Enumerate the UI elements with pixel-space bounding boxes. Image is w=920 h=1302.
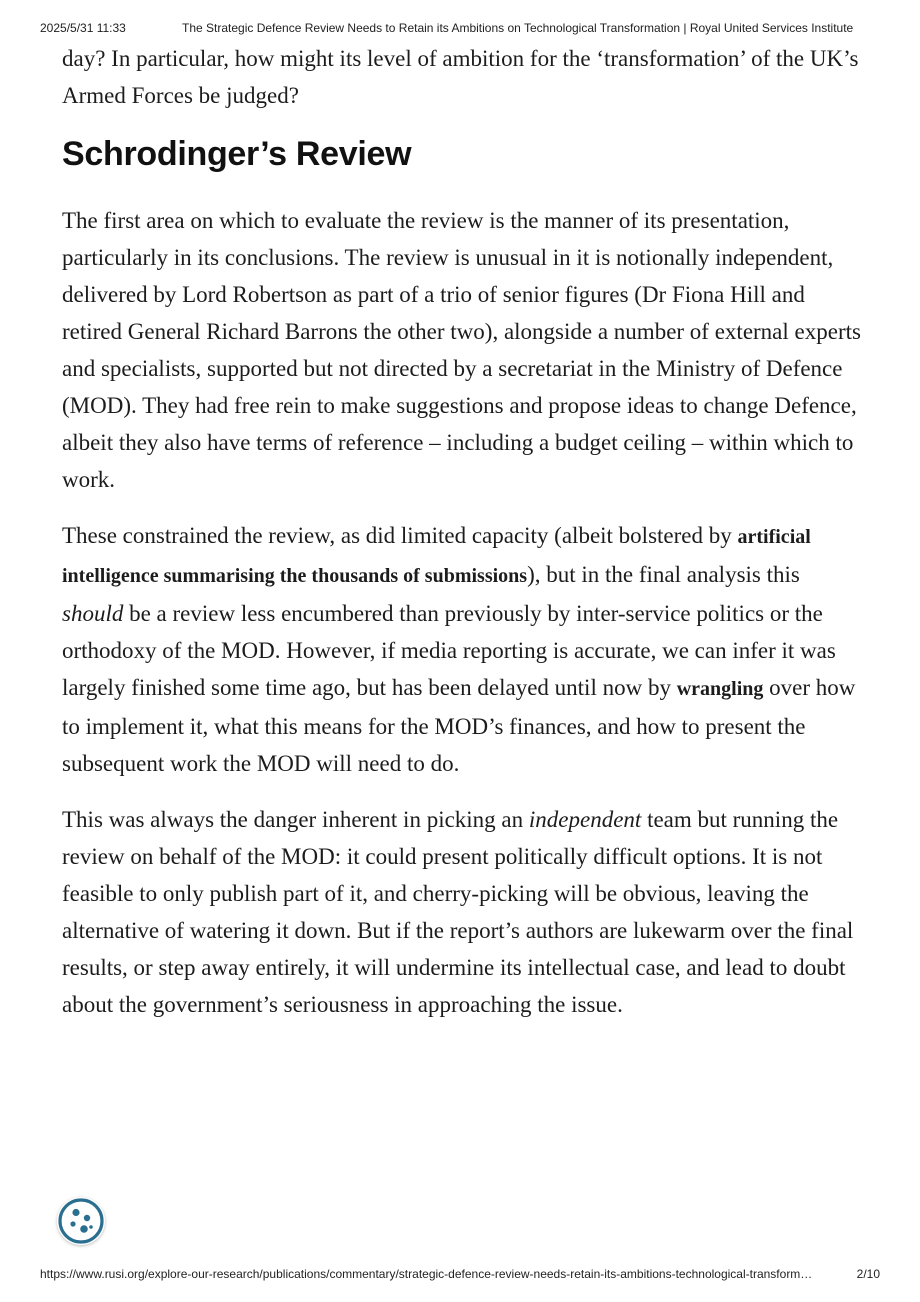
paragraph-danger: [62, 801, 862, 1023]
paragraph-presentation: The first area on which to evaluate the review is the manner of its presentation, particularly in its conclusions. The review is unusual in it is notionally independent, delivered by Lord Robertson as part of a trio of senior figures (Dr Fiona Hill and retired General Richard Barrons the other two), alongside a number of external experts and specialists, supported but not directed by a secretariat in the Ministry of Defence (MOD). They had free rein to make suggestions and propose ideas to change Defence, albeit they also have terms of reference – including a budget ceiling – within which to work.: [62, 208, 861, 492]
emphasis-independent: independent: [528, 807, 642, 832]
text-segment: This was always the danger inherent in picking an: [62, 807, 529, 832]
text-segment: be a review less encumbered than previously by inter-service politics or the orthodoxy of the MOD. However, if media reporting is accurate, we can infer it was largely finished some time ago, but has been delayed until now by: [62, 601, 836, 700]
ai-submissions-link[interactable]: artificial intelligence summarising the thousands of submissions: [62, 526, 811, 587]
text-segment: team but running the review on behalf of the MOD: it could present politically difficult options. It is not feasible to only publish part of it, and cherry-picking will be obvious, leaving the alternative of watering it down. But if the report’s authors are lukewarm over the final results, or step away entirely, it will undermine its intellectual case, and lead to doubt about the government’s seriousness in approaching the issue.: [62, 807, 854, 1017]
print-header: [40, 21, 880, 37]
paragraph-constraints: [62, 517, 862, 782]
print-url: https://www.rusi.org/explore-our-research/publications/commentary/strategic-defence-review-needs-retain-its-ambitions-technological-transform…: [40, 1267, 813, 1281]
text-segment: over how to implement it, what this means for the MOD’s finances, and how to present the subsequent work the MOD will need to do.: [62, 675, 856, 776]
text-segment: These constrained the review, as did limited capacity (albeit bolstered by: [62, 523, 738, 548]
wrangling-link[interactable]: wrangling: [676, 678, 764, 700]
section-heading: Schrodinger’s Review: [62, 135, 412, 173]
lead-paragraph: day? In particular, how might its level of ambition for the ‘transformation’ of the UK’s Armed Forces be judged?: [62, 46, 859, 108]
cookie-settings-button[interactable]: [57, 1197, 105, 1245]
print-page-title: The Strategic Defence Review Needs to Retain its Ambitions on Technological Transformation | Royal United Services Institute: [182, 21, 854, 35]
page-number: 2/10: [856, 1267, 880, 1281]
cookie-icon: [57, 1197, 105, 1245]
emphasis-should: should: [62, 601, 124, 626]
print-footer: [40, 1267, 880, 1283]
text-segment: ), but in the final analysis this: [527, 562, 800, 587]
article-body: [62, 40, 862, 1042]
print-date: 2025/5/31 11:33: [40, 21, 126, 35]
